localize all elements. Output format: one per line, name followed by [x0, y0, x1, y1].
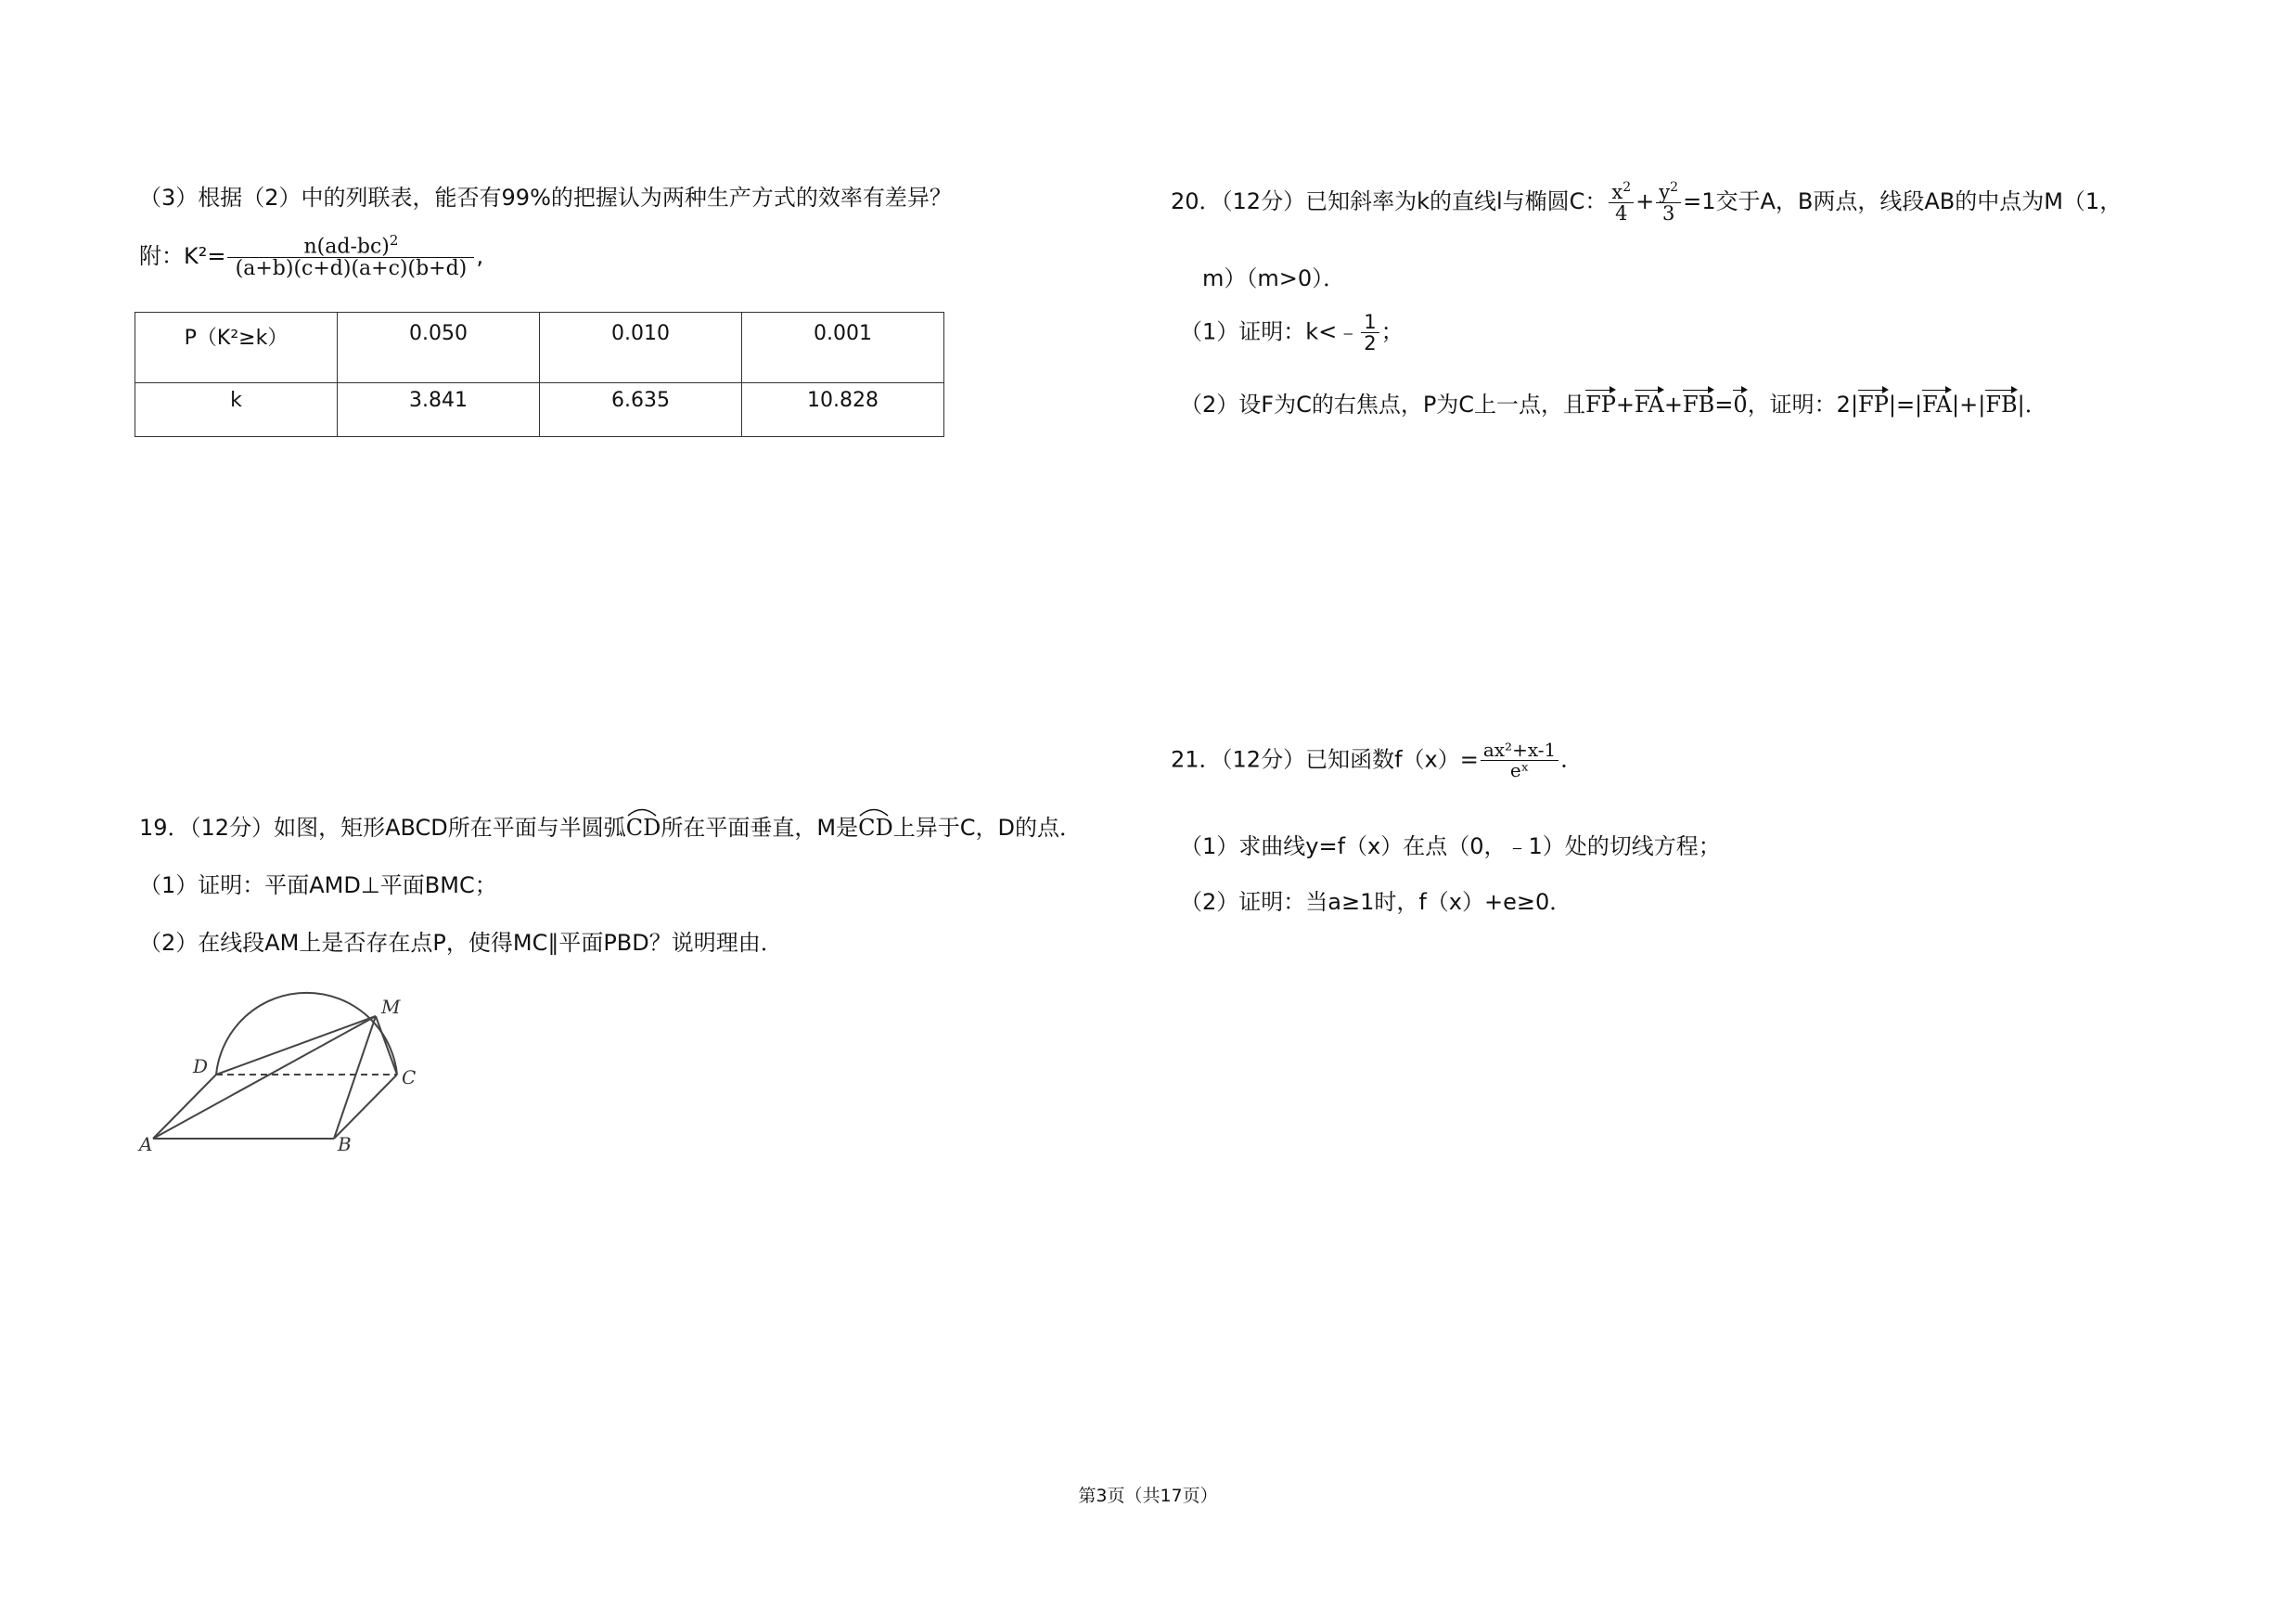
- table-cell: 3.841: [338, 383, 540, 437]
- arc-cd: CD: [858, 815, 893, 841]
- formula-denominator: (a+b)(c+d)(a+c)(b+d): [235, 257, 468, 281]
- label-b: B: [338, 1133, 352, 1155]
- formula-fraction: [227, 234, 474, 280]
- q20-part2: （2）设F为C的右焦点，P为C上一点，且FP+FA+FB=0，证明：2|FP|=|FA|+|FB|．: [1180, 392, 2047, 418]
- arc-mark-icon: [626, 805, 658, 817]
- table-cell: 0.050: [338, 313, 540, 383]
- chi-square-formula: [139, 234, 483, 280]
- zero-vector: 0: [1733, 392, 1748, 418]
- edge-bc: [334, 1075, 397, 1139]
- vector-fa: FA: [1634, 392, 1664, 418]
- q21-part1: （1）求曲线y=f（x）在点（0，﹣1）处的切线方程；: [1180, 833, 1721, 859]
- table-row: [135, 383, 944, 437]
- table-cell: P（K²≥k）: [135, 313, 338, 383]
- edge-bm: [334, 1016, 376, 1139]
- q19-part1: （1）证明：平面AMD⊥平面BMC；: [139, 872, 497, 898]
- table-cell: 10.828: [742, 383, 944, 437]
- edge-dm: [216, 1016, 376, 1075]
- table-cell: k: [135, 383, 338, 437]
- edge-cm: [376, 1016, 397, 1075]
- critical-value-table: [135, 312, 944, 437]
- q20-intro: 20．（12分）已知斜率为k的直线l与椭圆C： $\frac{x^2}{4}$ + $\frac{y^2}{3}$ =1交于A，B两点，线段AB的中点为M（1，: [1171, 180, 2123, 225]
- q20-intro-line2: m）（m>0）．: [1202, 265, 1346, 291]
- label-a: A: [139, 1133, 153, 1155]
- formula-numerator: $n(ad-bc)^2$: [227, 234, 474, 258]
- q19-intro: 19．（12分）如图，矩形ABCD所在平面与半圆弧 CD所在平面垂直，M是 CD上异于C，D的点．: [139, 809, 1082, 842]
- q19-part2: （2）在线段AM上是否存在点P，使得MC∥平面PBD？说明理由．: [139, 930, 783, 956]
- vector-fb: FB: [1985, 392, 2018, 418]
- formula-suffix: ,: [476, 242, 484, 269]
- formula-prefix: 附：K²=: [139, 242, 226, 269]
- q21-part2: （2）证明：当a≥1时，f（x）+e≥0．: [1180, 889, 1572, 915]
- vector-fa: FA: [1922, 392, 1953, 418]
- page-footer: 第3页（共17页）: [1078, 1486, 1218, 1506]
- q18-part3: （3）根据（2）中的列联表，能否有99%的把握认为两种生产方式的效率有差异？: [139, 185, 952, 211]
- edge-ad: [153, 1075, 216, 1139]
- vector-fp: FP: [1585, 392, 1616, 418]
- table-cell: 6.635: [540, 383, 742, 437]
- vector-fb: FB: [1683, 392, 1715, 418]
- table-cell: 0.001: [742, 313, 944, 383]
- label-c: C: [402, 1066, 417, 1088]
- q20-part1: （1）证明：k<﹣ $\frac{1}{2}$ ；: [1180, 311, 1404, 355]
- vector-fp: FP: [1858, 392, 1889, 418]
- arc-cd: CD: [626, 815, 661, 841]
- function-fraction: $\frac{\text{ax²+x-1}}{\text{eˣ}}$: [1481, 741, 1558, 780]
- table-cell: 0.010: [540, 313, 742, 383]
- formula-numerator-exp: 2: [389, 232, 399, 249]
- half-fraction: $\frac{1}{2}$: [1361, 312, 1379, 354]
- arc-mark-icon: [858, 805, 890, 817]
- ellipse-y-fraction: $\frac{y^2}{3}$: [1656, 181, 1681, 224]
- q21-intro: 21．（12分）已知函数f（x）= $\frac{\text{ax²+x-1}}{\text{eˣ}}$ ．: [1171, 739, 1584, 781]
- table-row: [135, 313, 944, 383]
- ellipse-x-fraction: $\frac{x^2}{4}$: [1609, 181, 1634, 224]
- label-d: D: [193, 1055, 209, 1077]
- label-m: M: [381, 996, 401, 1018]
- geometry-figure: [130, 974, 445, 1160]
- edge-am: [153, 1016, 376, 1139]
